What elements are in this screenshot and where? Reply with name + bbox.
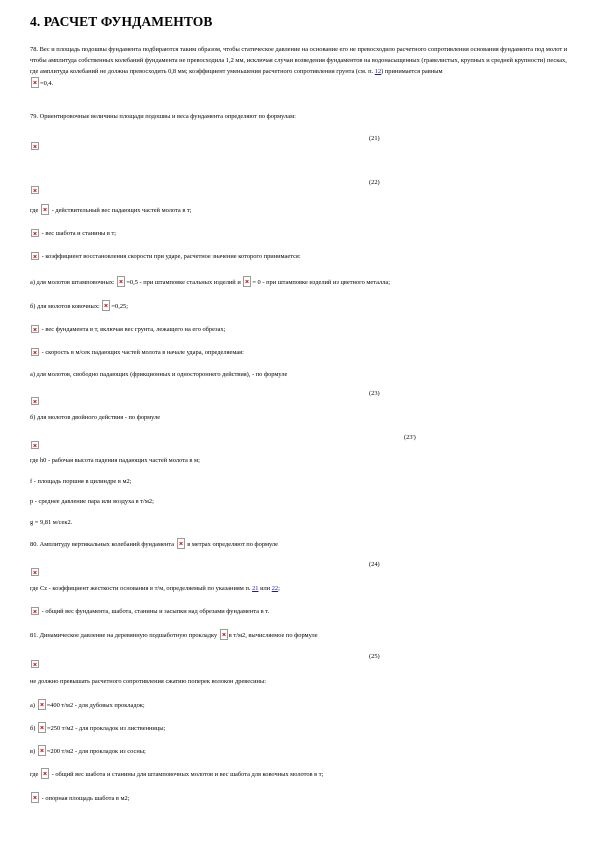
- def-coef: [30, 251, 570, 262]
- link-item-21[interactable]: 21: [252, 585, 259, 592]
- formula-image-icon: [31, 568, 39, 576]
- or-word: или: [260, 585, 271, 592]
- def-cz-text: где Cz - коэффициент жесткости основания в т/м, определяемый по указаниям п.: [30, 585, 251, 592]
- formula-image-icon: [31, 142, 39, 150]
- semicolon: ;: [278, 585, 280, 592]
- wood-a: [30, 699, 570, 711]
- equation-21: [30, 135, 570, 147]
- def-area: [30, 792, 570, 804]
- p81-limit: [30, 676, 570, 687]
- def-speed-text: - скорость в м/сек падающих частей молота в начале удара, определяемая:: [41, 349, 244, 356]
- def-last: [30, 768, 570, 780]
- formula-image-icon: [177, 538, 185, 549]
- def-g: [30, 517, 570, 528]
- wood-b-1: б): [30, 725, 36, 732]
- def-weight-text: - действительный вес падающих частей молота в т;: [51, 207, 192, 214]
- case-b-2: =0,25;: [111, 303, 128, 310]
- gde-label: где: [30, 207, 39, 214]
- formula-image-icon: [31, 660, 39, 668]
- def-speed: [30, 347, 570, 358]
- wood-a-2: =400 т/м2 - для дубовых прокладок;: [46, 702, 145, 709]
- wood-a-1: а): [30, 702, 35, 709]
- formula-image-icon: [41, 768, 49, 779]
- equation-22: [30, 179, 570, 191]
- def-f: [30, 476, 570, 487]
- p78-value: =0,4.: [40, 80, 54, 87]
- def-p: [30, 496, 570, 507]
- equation-number: (22): [369, 179, 380, 186]
- link-item-12[interactable]: 12: [374, 68, 382, 75]
- formula-image-icon: [220, 629, 228, 640]
- formula-image-icon: [31, 792, 39, 803]
- def-h0-text: где h0 - рабочая высота падения падающих частей молота в м;: [30, 457, 200, 464]
- def-weight: [30, 204, 570, 216]
- def-total: [30, 606, 570, 617]
- case-a-1: а) для молотов штамповочных:: [30, 279, 115, 286]
- p80-1: 80. Амплитуду вертикальных колебаний фундамента: [30, 541, 175, 548]
- p80-2: в метрах определяют по формуле: [187, 541, 278, 548]
- wood-c-1: в): [30, 748, 36, 755]
- formula-image-icon: [38, 699, 46, 710]
- def-last-text: - общий вес шабота и станины для штамповочных молотов и вес шабота для ковочных молотов в т;: [51, 771, 324, 778]
- formula-image-icon: [117, 276, 125, 287]
- equation-number: (23): [369, 390, 380, 397]
- formula-image-icon: [38, 722, 46, 733]
- def-coef-text: - коэффициент восстановления скорости при ударе, расчетное значение которого принимается:: [41, 253, 301, 260]
- wood-b: [30, 722, 570, 734]
- p81-3: не должно превышать расчетного сопротивления сжатию поперек волокон древесины:: [30, 678, 267, 685]
- formula-image-icon: [31, 229, 39, 237]
- formula-image-icon: [31, 252, 39, 260]
- document-page: [30, 14, 568, 802]
- def-total-text: - общий вес фундамента, шабота, станины и засыпки над обрезами фундамента в т.: [41, 608, 270, 615]
- speed-a-text: а) для молотов, свободно падающих (фрикционных и одностороннего действия), - по формуле: [30, 371, 288, 378]
- case-a-3: = 0 - при штамповке изделий из цветного металла;: [252, 279, 391, 286]
- wood-b-2: =250 т/м2 - для прокладок из лиственницы;: [47, 725, 166, 732]
- def-g-text: g = 9,81 м/сек2.: [30, 519, 73, 526]
- equation-23: [30, 390, 570, 402]
- p78-after: ) принимается равным: [381, 68, 443, 75]
- equation-23-prime: [30, 434, 570, 446]
- formula-image-icon: [31, 186, 39, 194]
- case-b: [30, 300, 570, 312]
- formula-image-icon: [31, 348, 39, 356]
- equation-number: (24): [369, 561, 380, 568]
- def-area-text: - опорная площадь шабота в м2;: [41, 795, 130, 802]
- formula-image-icon: [31, 397, 39, 405]
- paragraph-81: [30, 629, 570, 641]
- speed-b-text: б) для молотов двойного действия - по формуле: [30, 414, 161, 421]
- equation-number: (21): [369, 135, 380, 142]
- speed-a: [30, 369, 570, 380]
- equation-25: [30, 653, 570, 665]
- wood-c-2: =200 т/м2 - для прокладок из сосны;: [46, 748, 146, 755]
- p81-1: 81. Динамическое давление на деревянную подшаботную прокладку: [30, 632, 218, 639]
- paragraph-80: [30, 538, 570, 550]
- def-fund-text: - вес фундамента в т, включая вес грунта, лежащего на его обрезах;: [41, 326, 226, 333]
- def-shabot-text: - вес шабота и станины в т;: [41, 230, 117, 237]
- formula-image-icon: [243, 276, 251, 287]
- case-b-1: б) для молотов ковочных:: [30, 303, 100, 310]
- def-f-text: f - площадь поршня в цилиндре в м2;: [30, 478, 132, 485]
- gde-label: где: [30, 771, 39, 778]
- def-shabot: [30, 228, 570, 239]
- p79-text: 79. Ориентировочные величины площади подошвы и веса фундамента определяют по формулам:: [30, 113, 296, 120]
- def-h0: [30, 455, 570, 466]
- link-item-22[interactable]: 22: [271, 585, 279, 592]
- section-heading: 4. РАСЧЕТ ФУНДАМЕНТОВ: [30, 14, 213, 29]
- formula-image-icon: [41, 204, 49, 215]
- def-fund: [30, 324, 570, 335]
- p78-text: 78. Вес и площадь подошвы фундамента подбираются таким образом, чтобы статическое давление на основание его не превосходило расчетного сопротивления основания фундамента под молот и чтобы амплитуда собственных колебаний фундамента не превосходила 1,2 мм, исключая случаи возведения фундаментов на водонасыщенных (гравелистых, крупных и средней крупности) песках, где амплитуда колебаний не должна превосходить 0,8 мм; коэффициент уменьшения расчетного сопротивления грунта (см. п.: [30, 46, 568, 75]
- p81-2: в т/м2, вычисляемое по формуле: [228, 632, 318, 639]
- formula-image-icon: [31, 441, 39, 449]
- def-p-text: p - среднее давление пара или воздуха в т/м2;: [30, 498, 154, 505]
- formula-image-icon: [38, 745, 46, 756]
- formula-image-icon: [31, 77, 39, 88]
- case-a-2: =0,5 - при штамповке стальных изделий и: [126, 279, 241, 286]
- formula-image-icon: [31, 607, 39, 615]
- equation-24: [30, 561, 570, 573]
- equation-number: (23'): [404, 434, 416, 441]
- paragraph-78: [30, 44, 570, 89]
- case-a: [30, 276, 570, 288]
- speed-b: [30, 412, 570, 423]
- paragraph-79: [30, 111, 570, 122]
- formula-image-icon: [102, 300, 110, 311]
- wood-c: [30, 745, 570, 757]
- formula-image-icon: [31, 325, 39, 333]
- equation-number: (25): [369, 653, 380, 660]
- def-cz: [30, 583, 570, 594]
